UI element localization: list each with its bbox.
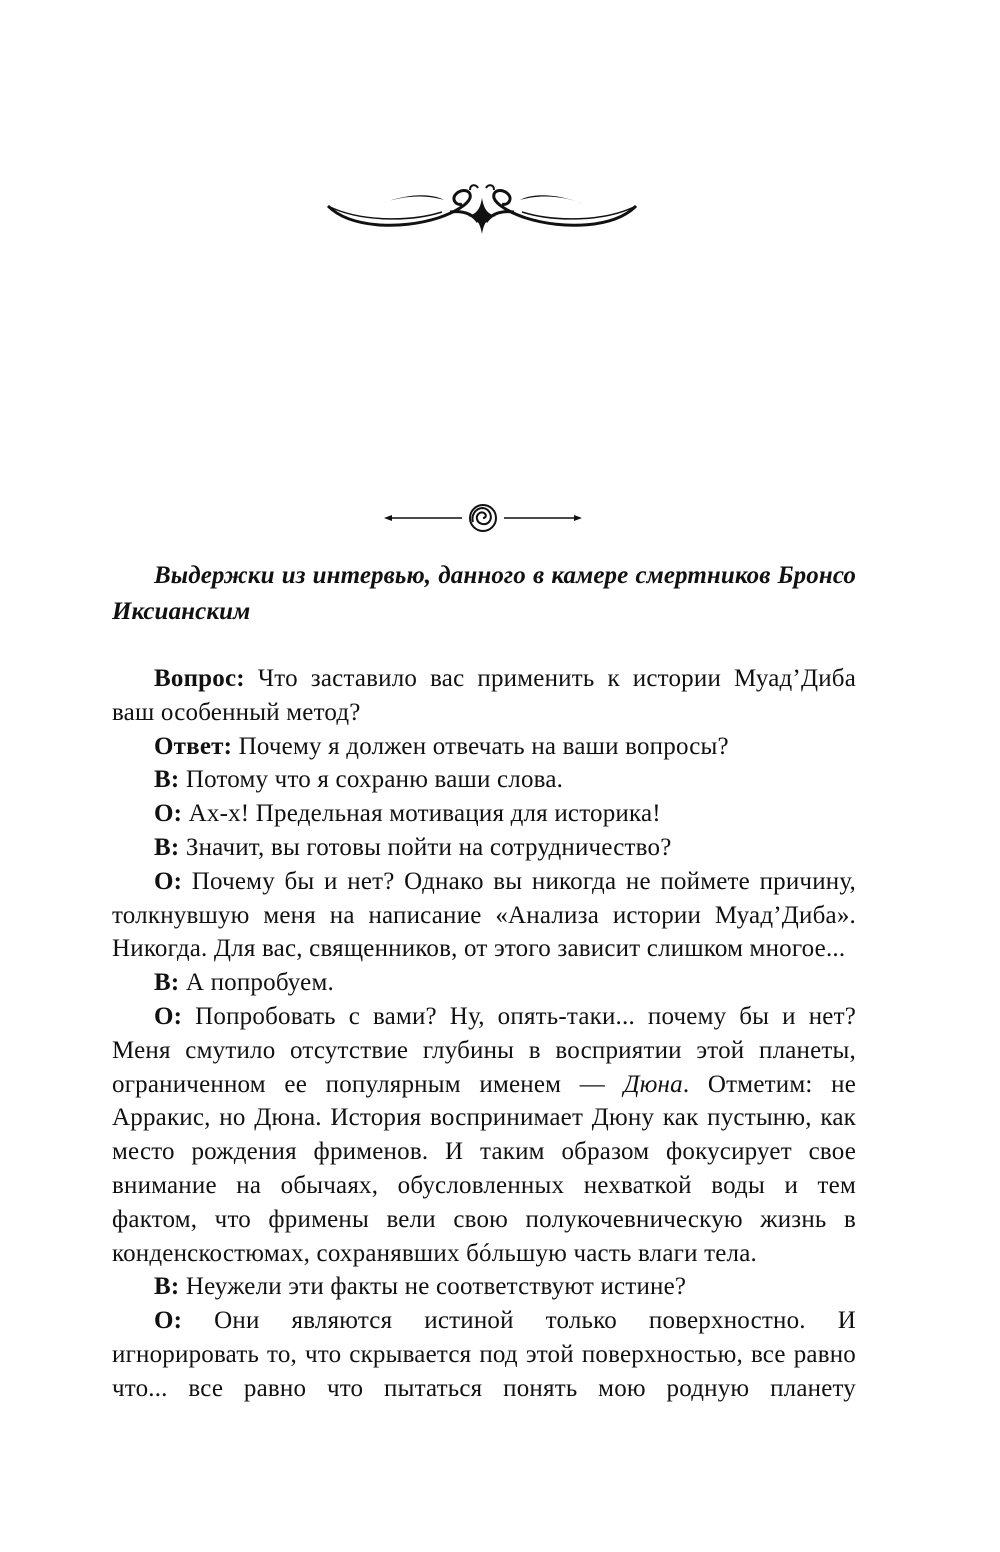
speaker-label: В:	[154, 969, 180, 997]
speaker-label: Вопрос:	[154, 665, 245, 692]
dialogue-line	[112, 1270, 856, 1304]
epigraph: Выдержки из интервью, данного в камере смертников Бронсо Иксианским	[112, 562, 856, 625]
dialogue-line	[112, 662, 856, 730]
speaker-label: О:	[154, 1002, 183, 1030]
dialogue-text: Они являются истиной только поверхностно. И игнорировать то, что скрывается под этой поверхностью, все равно что... все равно что пытаться понять мою родную планету	[112, 1307, 856, 1402]
text-block	[112, 558, 856, 1406]
spiral-divider-icon	[380, 500, 586, 536]
dialogue-text: Что заставило вас применить к истории Муад’Диба ваш особенный метод?	[112, 665, 856, 726]
italic-term: Дюна	[623, 1070, 683, 1098]
dialogue-text: Ах-х! Предельная мотивация для историка!	[188, 800, 661, 828]
speaker-label: В:	[154, 1273, 180, 1301]
dialogue-text: Почему бы и нет? Однако вы никогда не поймете причину, толкнувшую меня на написание «Анализа истории Муад’Диба». Никогда. Для вас, священников, от этого зависит слишком многое...	[112, 867, 857, 963]
dialogue-line	[112, 1304, 856, 1405]
speaker-label: О:	[154, 1307, 183, 1335]
dialogue-line	[112, 763, 856, 797]
dialogue-line	[112, 865, 856, 966]
dialogue-text: . Отметим: не Арракис, но Дюна. История воспринимает Дюну как пустыню, как место рождения фрименов. И таким образом фокусирует свое внимание на обычаях, обусловленных нехваткой воды и тем фактом, что фримены вели свою полукочевническую жизнь в конденскостюмах, сохранявших бóльшую часть влаги тела.	[112, 1070, 856, 1267]
speaker-label: Ответ:	[154, 732, 233, 760]
dialogue-text: А попробуем.	[185, 969, 334, 997]
speaker-label: О:	[154, 800, 183, 828]
dialogue-line	[112, 1000, 856, 1270]
flourish-divider-icon	[320, 182, 644, 238]
dialogue-line	[112, 831, 856, 865]
speaker-label: В:	[154, 833, 180, 861]
dialogue-line	[112, 966, 856, 1000]
speaker-label: О:	[154, 867, 183, 895]
dialogue-text: Попробовать с вами? Ну, опять-таки... почему бы и нет? Меня смутило отсутствие глубины в восприятии этой планеты, ограниченном ее популярным именем —	[112, 1002, 856, 1098]
dialogue-text: Потому что я сохраню ваши слова.	[185, 766, 564, 794]
dialogue-text: Почему я должен отвечать на ваши вопросы?	[238, 732, 729, 760]
dialogue-text: Значит, вы готовы пойти на сотрудничество?	[185, 833, 672, 861]
dialogue-text: Неужели эти факты не соответствуют истине?	[185, 1273, 687, 1301]
dialogue-line	[112, 797, 856, 831]
speaker-label: В:	[154, 766, 180, 794]
dialogue-line	[112, 730, 856, 764]
